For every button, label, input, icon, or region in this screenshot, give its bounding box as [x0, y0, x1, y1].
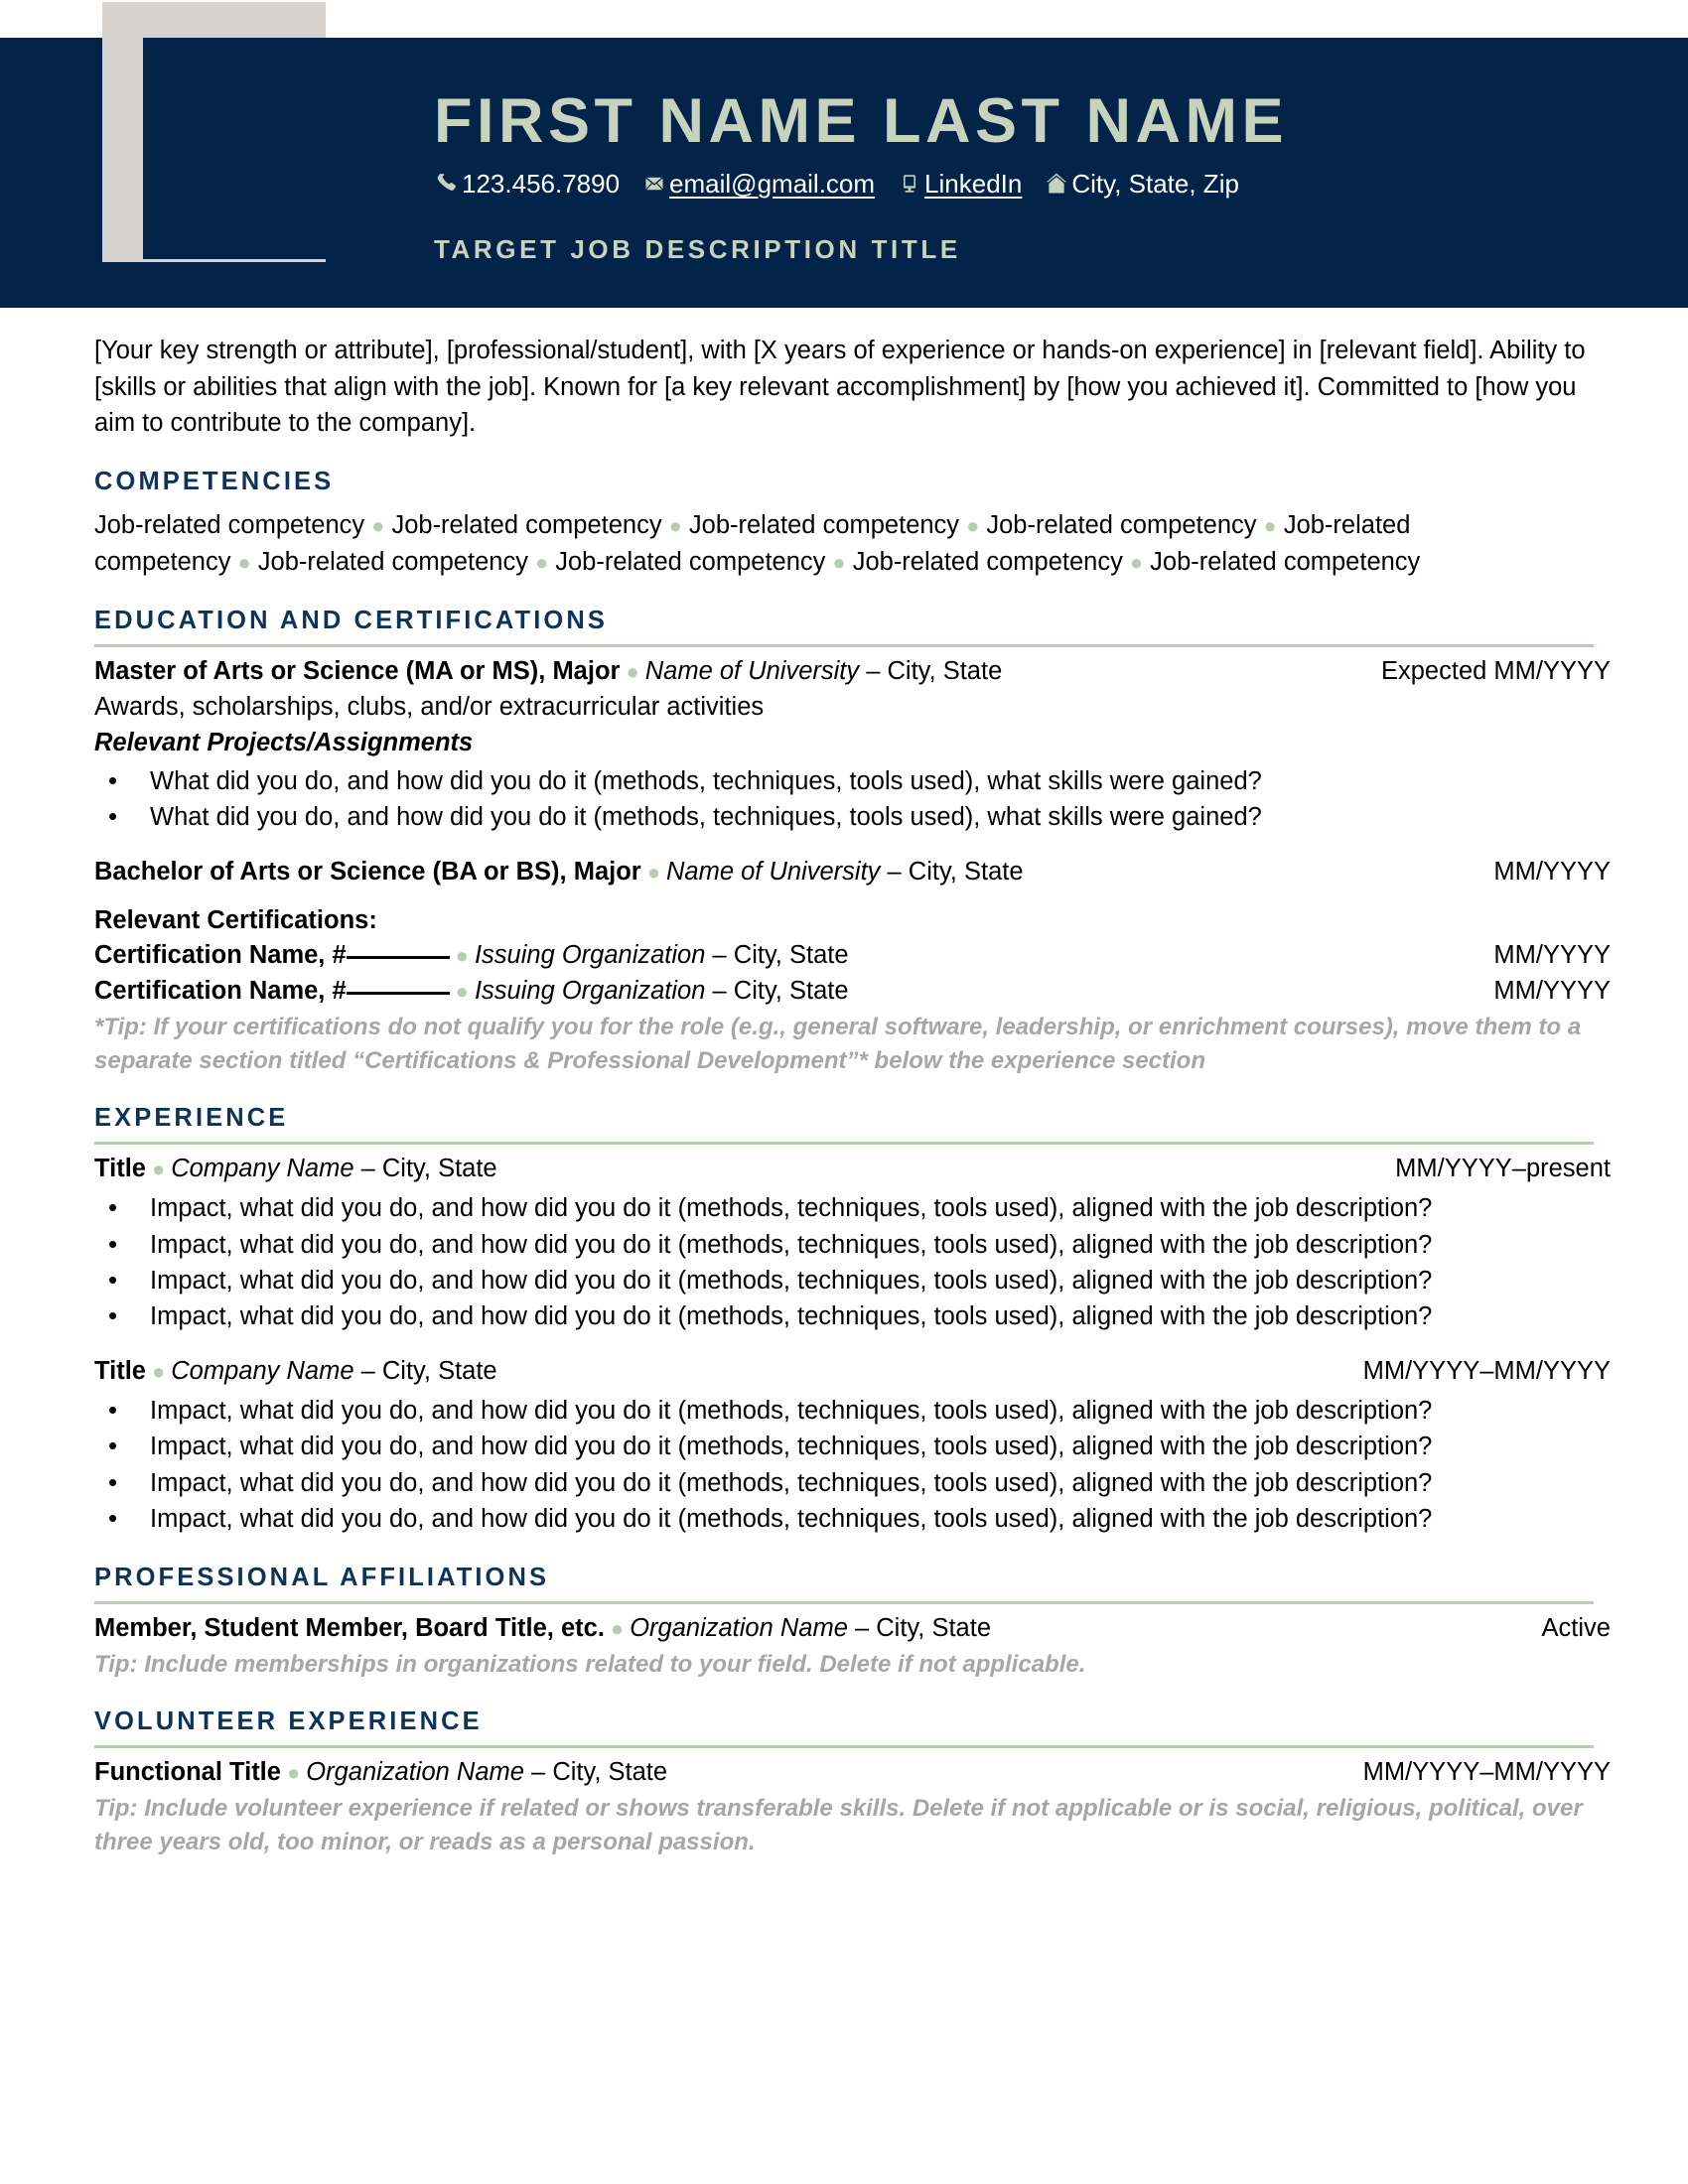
separator-dot-icon: ● [286, 1759, 301, 1785]
affiliation-left [94, 1612, 1516, 1646]
bachelors-header-row [94, 856, 1611, 889]
education-rule [94, 644, 1594, 647]
resume-header [0, 0, 1688, 308]
experience-bullet-list [94, 1393, 1611, 1538]
location-text: City, State, Zip [1071, 169, 1239, 199]
header-content [434, 38, 1625, 265]
masters-projects-label: Relevant Projects/Assignments [94, 728, 474, 756]
candidate-name: FIRST NAME LAST NAME [434, 86, 1288, 156]
contact-location [1044, 171, 1239, 197]
masters-degree: Master of Arts or Science (MA or MS), Major [94, 657, 621, 686]
affiliation-status: Active [1541, 1613, 1611, 1642]
competency-item: Job-related competency [1150, 548, 1421, 577]
experience-header-row [94, 1153, 1611, 1186]
certification-org: Issuing Organization [474, 977, 706, 1006]
bullet-item: • Impact, what did you do, and how did you do it (methods, techniques, tools used), aligned with the job description? [94, 1393, 1611, 1429]
affiliations-tip: Tip: Include memberships in organizations related to your field. Delete if not applicable. [94, 1650, 1086, 1678]
experience-date: MM/YYYY–MM/YYYY [1362, 1356, 1611, 1385]
bachelors-location: – City, State [887, 857, 1024, 886]
section-affiliations [94, 1564, 1611, 1682]
experience-title: Title [94, 1356, 146, 1385]
competency-item: Job-related competency [391, 511, 662, 540]
email-text[interactable]: email@gmail.com [669, 169, 876, 199]
competency-item: Job-related competency [688, 511, 960, 540]
experience-entry [94, 1355, 1611, 1538]
affiliation-location: – City, State [855, 1613, 992, 1642]
certification-location: – City, State [712, 941, 849, 970]
experience-date: MM/YYYY–present [1395, 1155, 1611, 1183]
education-heading: EDUCATION AND CERTIFICATIONS [94, 607, 608, 635]
bullet-item: • Impact, what did you do, and how did you do it (methods, techniques, tools used), aligned with the job description? [94, 1298, 1611, 1334]
section-experience [94, 1104, 1611, 1537]
separator-dot-icon: ● [1263, 513, 1277, 539]
logo-inner-fill [143, 38, 357, 259]
section-volunteer [94, 1707, 1611, 1859]
bullet-item: • Impact, what did you do, and how did you do it (methods, techniques, tools used), aligned with the job description? [94, 1465, 1611, 1501]
education-entry-bachelors [94, 856, 1611, 889]
house-icon [1044, 171, 1069, 197]
masters-location: – City, State [866, 657, 1003, 686]
separator-dot-icon: ● [1129, 550, 1144, 576]
phone-text: 123.456.7890 [462, 169, 621, 199]
separator-dot-icon: ● [371, 513, 385, 539]
experience-heading: EXPERIENCE [94, 1104, 289, 1133]
experience-bullet-list [94, 1190, 1611, 1335]
affiliation-org: Organization Name [630, 1613, 848, 1642]
certification-left [94, 975, 1468, 1009]
experience-title: Title [94, 1155, 146, 1183]
experience-location: – City, State [360, 1356, 497, 1385]
bachelors-date: MM/YYYY [1493, 857, 1611, 886]
certification-name: Certification Name, # [94, 941, 347, 970]
envelope-icon [641, 171, 667, 197]
contact-email[interactable] [641, 171, 875, 197]
bachelors-university: Name of University [666, 857, 881, 886]
affiliations-heading: PROFESSIONAL AFFILIATIONS [94, 1563, 550, 1591]
separator-dot-icon: ● [966, 513, 980, 539]
certification-blank [347, 992, 450, 995]
certification-date: MM/YYYY [1493, 941, 1611, 970]
volunteer-title: Functional Title [94, 1757, 281, 1786]
separator-dot-icon: ● [610, 1615, 625, 1641]
education-entry-masters [94, 655, 1611, 836]
separator-dot-icon: ● [832, 550, 846, 576]
separator-dot-icon: ● [626, 659, 639, 685]
experience-rule [94, 1142, 1594, 1145]
bachelors-degree: Bachelor of Arts or Science (BA or BS), Major [94, 857, 641, 886]
masters-awards: Awards, scholarships, clubs, and/or extracurricular activities [94, 693, 765, 722]
bachelors-left [94, 856, 1468, 889]
competency-item: Job-related competency [852, 548, 1123, 577]
separator-dot-icon: ● [455, 943, 469, 969]
volunteer-date: MM/YYYY–MM/YYYY [1362, 1757, 1611, 1786]
certification-location: – City, State [712, 977, 849, 1006]
bullet-item: • Impact, what did you do, and how did you do it (methods, techniques, tools used), aligned with the job description? [94, 1190, 1611, 1226]
monitor-icon [897, 171, 922, 197]
certifications-label: Relevant Certifications: [94, 905, 377, 934]
certification-row [94, 939, 1611, 973]
experience-company: Company Name [171, 1155, 354, 1183]
certification-row [94, 975, 1611, 1009]
volunteer-left [94, 1756, 1337, 1790]
certification-name: Certification Name, # [94, 977, 347, 1006]
experience-location: – City, State [360, 1155, 497, 1183]
bullet-item: • Impact, what did you do, and how did you do it (methods, techniques, tools used), aligned with the job description? [94, 1501, 1611, 1537]
linkedin-text[interactable]: LinkedIn [924, 169, 1023, 199]
phone-icon [434, 171, 460, 197]
competency-item: Job-related competency [986, 511, 1257, 540]
volunteer-row [94, 1756, 1611, 1790]
experience-header-row [94, 1355, 1611, 1389]
certifications-tip: *Tip: If your certifications do not qualify you for the role (e.g., general software, leadership, or enrichment courses), move them to a separate section titled “Certifications & Professional Development”* below the experience section [94, 1013, 1582, 1075]
certification-left [94, 939, 1468, 973]
masters-university: Name of University [644, 657, 860, 686]
bullet-item: • What did you do, and how did you do it (methods, techniques, tools used), what skills were gained? [94, 763, 1611, 799]
experience-left [94, 1355, 1337, 1389]
masters-left [94, 655, 1355, 689]
certification-org: Issuing Organization [474, 941, 706, 970]
volunteer-org: Organization Name [306, 1757, 524, 1786]
certification-blank [347, 956, 450, 959]
competency-item: Job-related competency [94, 511, 1411, 577]
bullet-item: • What did you do, and how did you do it (methods, techniques, tools used), what skills were gained? [94, 799, 1611, 835]
bullet-item: • Impact, what did you do, and how did you do it (methods, techniques, tools used), aligned with the job description? [94, 1227, 1611, 1263]
volunteer-location: – City, State [531, 1757, 668, 1786]
section-education [94, 607, 1611, 1078]
separator-dot-icon: ● [534, 550, 549, 576]
competency-item: Job-related competency [94, 511, 365, 540]
bullet-item: • Impact, what did you do, and how did you do it (methods, techniques, tools used), aligned with the job description? [94, 1263, 1611, 1298]
separator-dot-icon: ● [151, 1358, 166, 1384]
resume-body [0, 333, 1688, 1859]
target-job-title: TARGET JOB DESCRIPTION TITLE [434, 234, 961, 264]
competency-item: Job-related competency [555, 548, 826, 577]
experience-entry [94, 1153, 1611, 1335]
competencies-heading: COMPETENCIES [94, 468, 335, 496]
affiliation-role: Member, Student Member, Board Title, etc. [94, 1613, 605, 1642]
contact-linkedin[interactable] [897, 171, 1022, 197]
volunteer-tip: Tip: Include volunteer experience if related or shows transferable skills. Delete if not applicable or is social, religious, political, over three years old, too minor, or reads as a personal passion. [94, 1794, 1583, 1855]
masters-bullet-list [94, 763, 1611, 836]
competencies-list [94, 507, 1611, 581]
experience-company: Company Name [171, 1356, 354, 1385]
separator-dot-icon: ● [646, 859, 661, 885]
contact-phone[interactable] [434, 171, 620, 197]
bullet-item: • Impact, what did you do, and how did you do it (methods, techniques, tools used), aligned with the job description? [94, 1429, 1611, 1464]
professional-summary: [Your key strength or attribute], [professional/student], with [X years of experience or hands-on experience] in [relevant field]. Ability to [skills or abilities that align with the job]. Known for [a key relevant accomplishment] by [how you achieved it]. Committed to [how you aim to contribute to the company]. [94, 337, 1586, 438]
experience-left [94, 1153, 1369, 1186]
contact-row [434, 171, 1625, 197]
competency-item: Job-related competency [257, 548, 528, 577]
certification-date: MM/YYYY [1493, 977, 1611, 1006]
separator-dot-icon: ● [455, 979, 469, 1005]
separator-dot-icon: ● [237, 550, 251, 576]
separator-dot-icon: ● [668, 513, 682, 539]
section-competencies [94, 468, 1611, 581]
masters-header-row [94, 655, 1611, 689]
volunteer-heading: VOLUNTEER EXPERIENCE [94, 1706, 483, 1735]
separator-dot-icon: ● [151, 1157, 166, 1182]
affiliation-row [94, 1612, 1611, 1646]
masters-date: Expected MM/YYYY [1380, 657, 1611, 686]
volunteer-rule [94, 1745, 1594, 1748]
affiliations-rule [94, 1601, 1594, 1604]
